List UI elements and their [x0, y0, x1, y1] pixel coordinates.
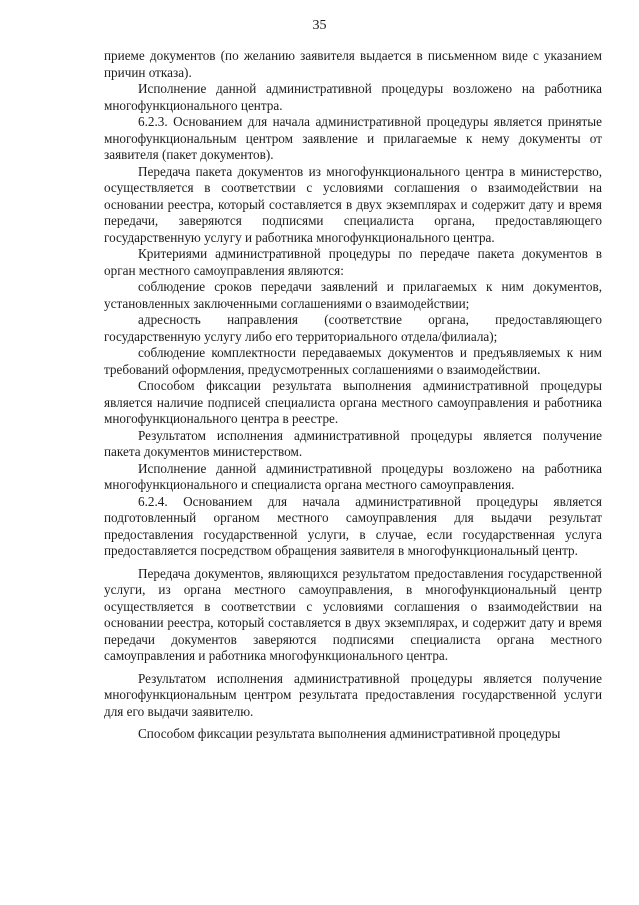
paragraph: Способом фиксации результата выполнения административной процедуры является наличие подписей специалиста органа местного самоуправления и работника многофункционального центра в реестре.: [104, 378, 602, 426]
page-number: 35: [312, 18, 327, 33]
list-item: адресность направления (соответствие органа, предоставляющего государственную услугу либо его территориального отдела/филиала);: [104, 312, 602, 344]
paragraph: Результатом исполнения административной процедуры является получение многофункциональным центром результата предоставления государственной услуги для его выдачи заявителю.: [104, 670, 602, 719]
paragraph: 6.2.4. Основанием для начала административной процедуры является подготовленный органом местного самоуправления для выдачи результат предоставления государственной услуги, в случае, если государственная услуга предоставляется посредством обращения заявителя в многофункциональный центр.: [104, 493, 602, 558]
list-item: соблюдение комплектности передаваемых документов и предъявляемых к ним требований оформления, предусмотренных соглашениями о взаимодействии.: [104, 345, 602, 377]
paragraph: приеме документов (по желанию заявителя выдается в письменном виде с указанием причин отказа).: [104, 48, 602, 80]
paragraph: Способом фиксации результата выполнения административной процедуры: [138, 726, 561, 741]
paragraph: Критериями административной процедуры по передаче пакета документов в орган местного самоуправления являются:: [104, 246, 602, 278]
list-item: соблюдение сроков передачи заявлений и прилагаемых к ним документов, установленных заключенными соглашениями о взаимодействии;: [104, 279, 602, 311]
paragraph: 6.2.3. Основанием для начала административной процедуры является принятые многофункциональным центром заявление и прилагаемые к нему документы от заявителя (пакет документов).: [104, 114, 602, 162]
paragraph: Передача документов, являющихся результатом предоставления государственной услуги, из органа местного самоуправления, в многофункциональный центр осуществляется в соответствии с условиями соглашения о взаимодействии на основании реестра, который составляется в двух экземплярах, и содержит дату и время передачи документов заверяются подписями специалиста органа местного самоуправления и работника многофункционального центра.: [104, 565, 602, 663]
body-text: [104, 48, 602, 743]
paragraph: Исполнение данной административной процедуры возложено на работника многофункционального центра.: [104, 81, 602, 113]
paragraph: Исполнение данной административной процедуры возложено на работника многофункционального и специалиста органа местного самоуправления.: [104, 460, 602, 492]
paragraph: Передача пакета документов из многофункционального центра в министерство, осуществляется в соответствии с условиями соглашения о взаимодействии на основании реестра, который составляется в двух экземплярах и содержит дату и время передачи, заверяются подписями специалиста органа, предоставляющего государственную услугу и работника многофункционального центра.: [104, 163, 602, 245]
paragraph: Результатом исполнения административной процедуры является получение пакета документов министерством.: [104, 427, 602, 459]
